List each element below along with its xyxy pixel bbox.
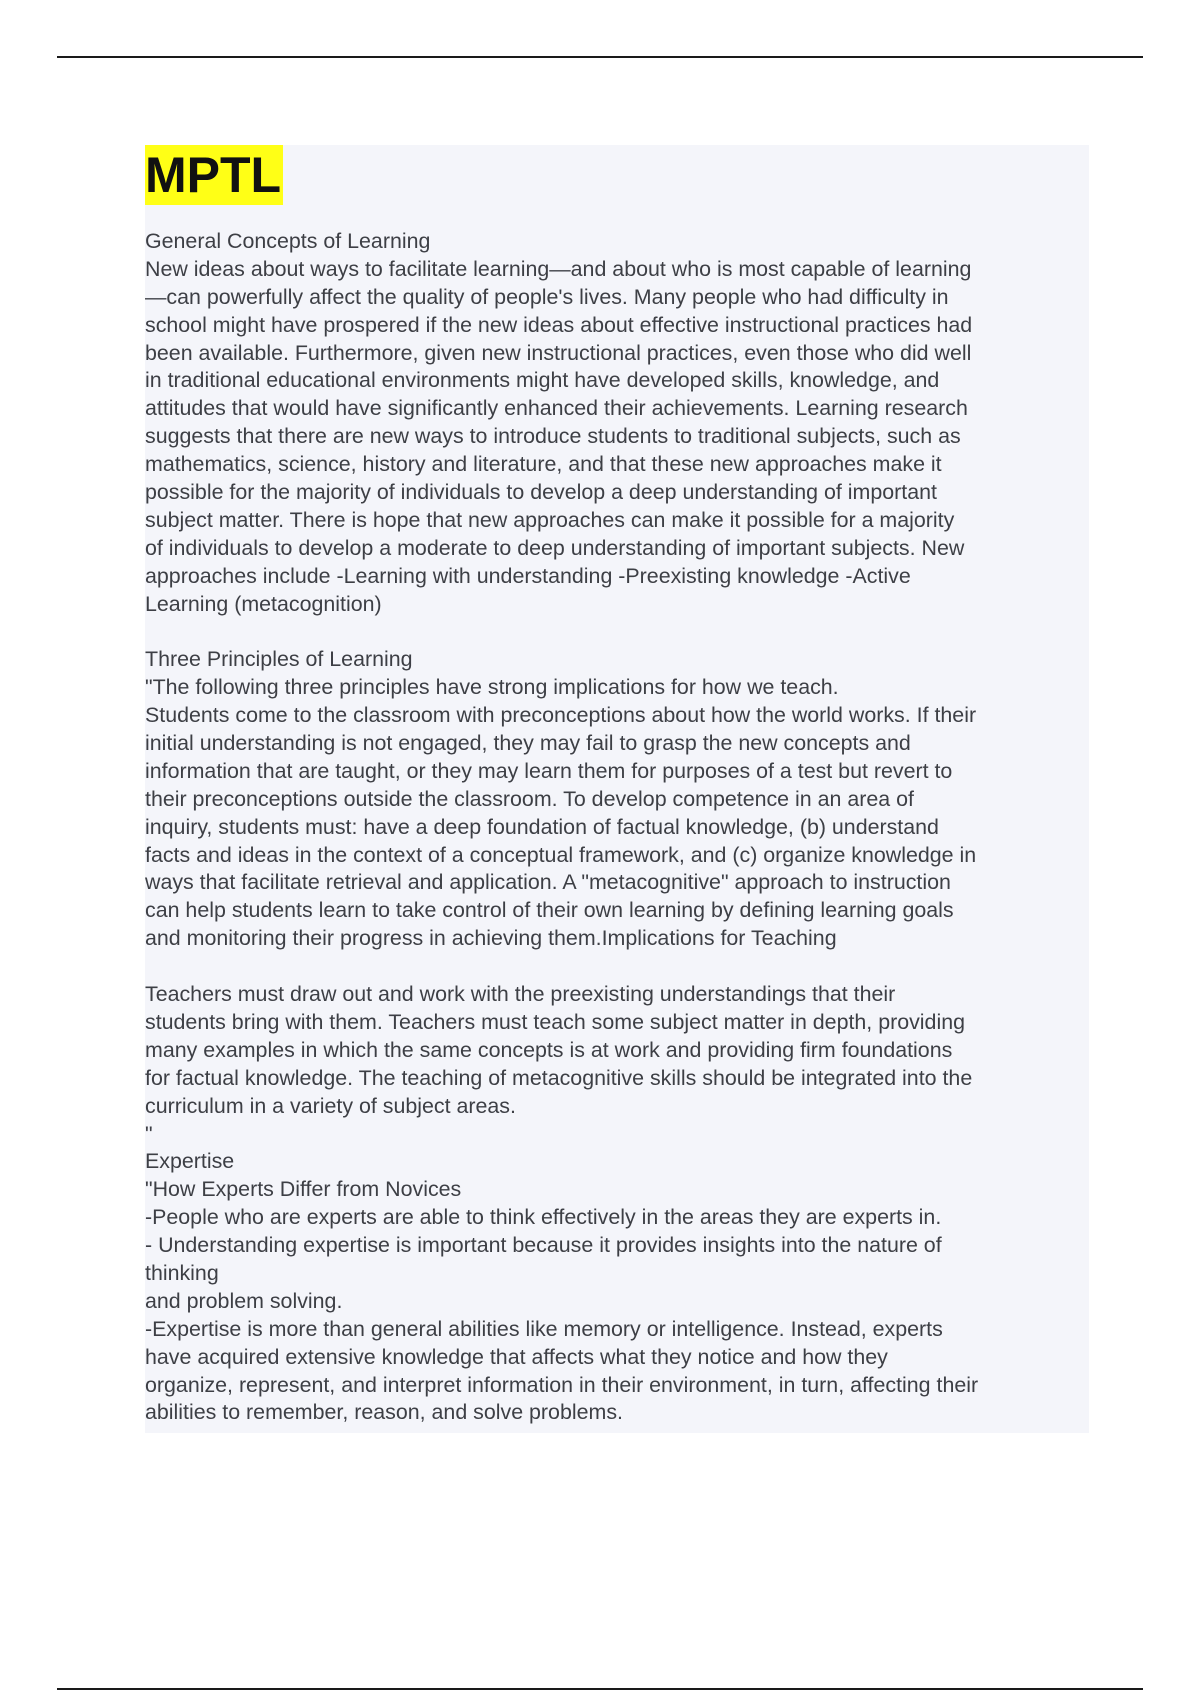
text-line: mathematics, science, history and literature, and that these new approaches make it [145, 452, 942, 477]
text-line: curriculum in a variety of subject areas. [145, 1093, 516, 1118]
bottom-rule [57, 1688, 1143, 1690]
document-text [145, 228, 1089, 1427]
text-line [145, 953, 1089, 981]
text-line: for factual knowledge. The teaching of metacognitive skills should be integrated into the [145, 1065, 973, 1090]
text-line: and problem solving. [145, 1288, 343, 1313]
text-line: have acquired extensive knowledge that affects what they notice and how they [145, 1344, 888, 1369]
text-line: approaches include -Learning with understanding -Preexisting knowledge -Active [145, 563, 911, 588]
text-line: subject matter. There is hope that new approaches can make it possible for a majority [145, 507, 955, 532]
text-line: —can powerfully affect the quality of people's lives. Many people who had difficulty in [145, 284, 949, 309]
text-line: - Understanding expertise is important because it provides insights into the nature of [145, 1233, 942, 1258]
text-line: Three Principles of Learning [145, 647, 413, 672]
text-line: students bring with them. Teachers must teach some subject matter in depth, providing [145, 1009, 965, 1034]
text-line: "The following three principles have strong implications for how we teach. [145, 675, 839, 700]
text-line: attitudes that would have significantly enhanced their achievements. Learning research [145, 396, 968, 421]
text-line: Learning (metacognition) [145, 591, 382, 616]
text-line: Expertise [145, 1149, 235, 1174]
text-line: "How Experts Differ from Novices [145, 1177, 462, 1202]
text-line: school might have prospered if the new ideas about effective instructional practices had [145, 312, 973, 337]
text-line: New ideas about ways to facilitate learning—and about who is most capable of learning [145, 256, 972, 281]
text-line: Students come to the classroom with preconceptions about how the world works. If their [145, 703, 977, 728]
text-line: their preconceptions outside the classroom. To develop competence in an area of [145, 786, 914, 811]
document-title: MPTL [145, 147, 282, 203]
text-line: in traditional educational environments might have developed skills, knowledge, and [145, 368, 940, 393]
text-line [145, 618, 1089, 646]
text-line: General Concepts of Learning [145, 229, 431, 253]
text-line: been available. Furthermore, given new instructional practices, even those who did well [145, 340, 972, 365]
text-line: inquiry, students must: have a deep foundation of factual knowledge, (b) understand [145, 814, 939, 839]
text-line: facts and ideas in the context of a conceptual framework, and (c) organize knowledge in [145, 842, 977, 867]
text-line: -People who are experts are able to think effectively in the areas they are experts in. [145, 1205, 942, 1230]
text-line: Teachers must draw out and work with the preexisting understandings that their [145, 982, 896, 1007]
text-line: organize, represent, and interpret information in their environment, in turn, affecting their [145, 1372, 979, 1397]
text-line: abilities to remember, reason, and solve problems. [145, 1400, 623, 1425]
text-line: initial understanding is not engaged, they may fail to grasp the new concepts and [145, 731, 911, 756]
text-line: and monitoring their progress in achieving them.Implications for Teaching [145, 926, 837, 951]
text-line: thinking [145, 1260, 219, 1285]
text-line: information that are taught, or they may learn them for purposes of a test but revert to [145, 758, 953, 783]
text-line: suggests that there are new ways to introduce students to traditional subjects, such as [145, 424, 961, 449]
top-rule [57, 56, 1143, 58]
text-line: of individuals to develop a moderate to deep understanding of important subjects. New [145, 535, 965, 560]
text-line: many examples in which the same concepts is at work and providing firm foundations [145, 1037, 953, 1062]
text-line: ways that facilitate retrieval and application. A "metacognitive" approach to instruction [145, 870, 951, 895]
text-line: can help students learn to take control of their own learning by defining learning goals [145, 898, 954, 923]
text-line: possible for the majority of individuals to develop a deep understanding of important [145, 480, 937, 505]
text-line: -Expertise is more than general abilities like memory or intelligence. Instead, experts [145, 1316, 943, 1341]
document-body [145, 145, 1089, 1433]
text-line: " [145, 1121, 153, 1146]
